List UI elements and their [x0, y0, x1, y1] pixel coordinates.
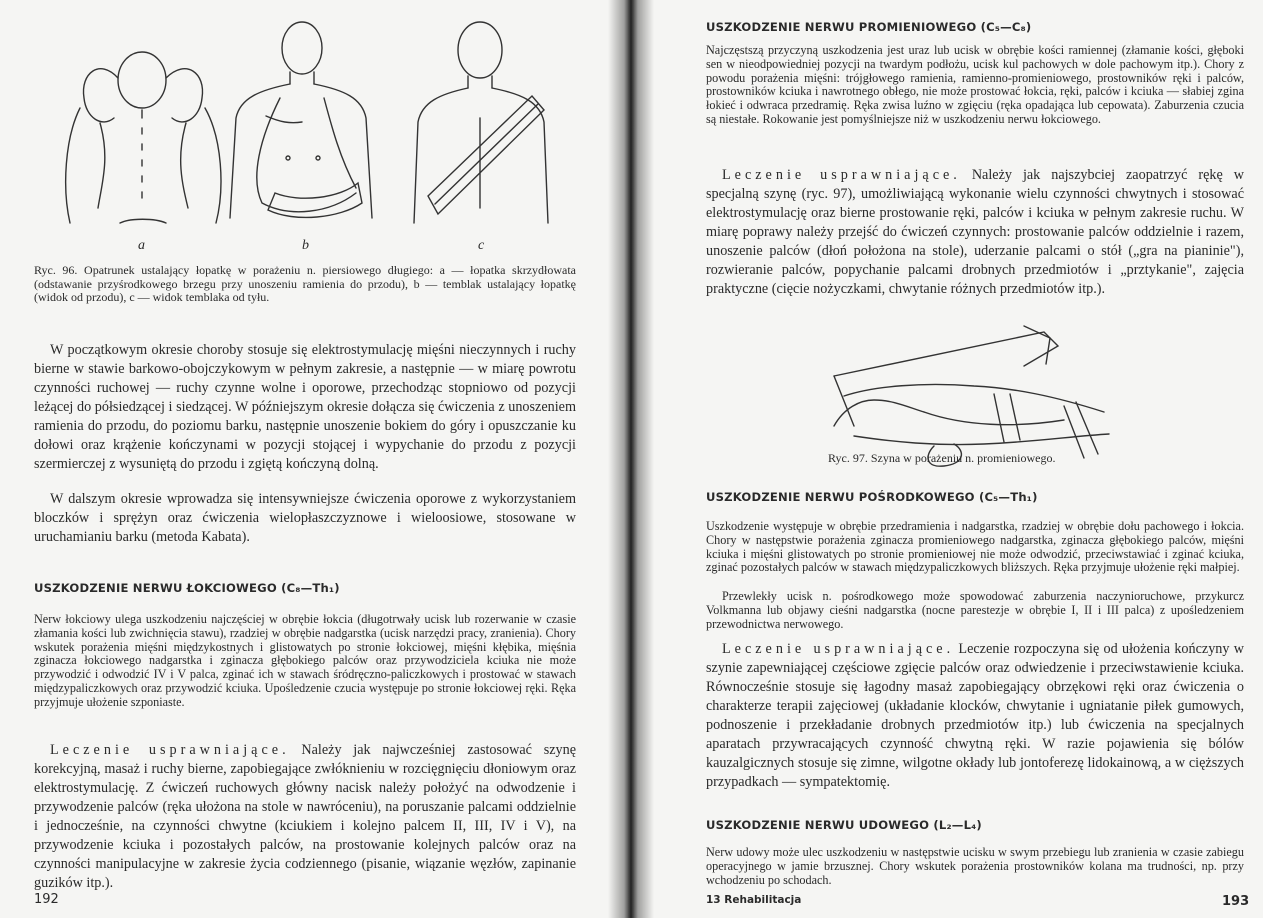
paragraph-later-period: W dalszym okresie wprowadza się intensywniejsze ćwiczenia oporowe z wykorzystaniem bloczków i sprężyn oraz ćwiczenia wielopłaszczyznowe i wieloosiowe, stosowane w uruchamianiu barku (metoda Kabata).	[34, 491, 576, 545]
median-nerve-chronic: Przewlekły ucisk n. pośrodkowego może spowodować zaburzenia naczynioruchowe, przykurcz Volkmanna lub objawy cieśni nadgarstka (nocne parestezje w obrębie I, II i III palca) z upośledzeniem przewodnictwa nerwowego.	[706, 589, 1244, 631]
heading-median-nerve: USZKODZENIE NERWU POŚRODKOWEGO (C₅—Th₁)	[706, 490, 1038, 504]
treatment-text: Leczenie rozpoczyna się od ułożenia kończyny w szynie zapewniającej częściowe zgięcie palców oraz odwiedzenie i przeciwstawienie kciuka. Równocześnie stosuje się łagodny masaż zapobiegający obrzękowi ręki oraz ćwiczenia o charakterze terapii zajęciowej (układanie klocków, chwytanie i ugniatanie piłek gumowych, podnoszenie i przekładanie drobnych przedmiotów itp.) lub ćwiczenia na specjalnych aparatach przywracających czynność chwytną ręki. W razie pojawienia się bólów kauzalgicznych stosuje się zimne, wilgotne okłady lub jontoferezę lidokainową, a w cięższych przypadkach — sympatektomię.	[706, 641, 1244, 790]
treatment-label: Leczenie usprawniające.	[722, 167, 961, 183]
figure-96c-drawing	[414, 22, 548, 223]
treatment-label: Leczenie usprawniające.	[722, 641, 955, 657]
radial-nerve-description: Najczęstszą przyczyną uszkodzenia jest uraz lub ucisk w obrębie kości ramiennej (złamanie kości, głęboki sen w nieodpowiedniej pozycji na twardym podłożu, ucisk kul pachowych w dole pachowym itp.). Chory z powodu porażenia mięśni: trójgłowego ramienia, ramienno-promieniowego, prostowników ręki i palców, prostowników kciuka i nawrotnego obłego, nie może prostować łokcia, ręki, palców i kciuka — słabiej zgina łokieć i odwraca przedramię. Ręka zwisa luźno w zgięciu (ręka opadająca lub cepowata). Zaburzenia czucia są niestałe. Rokowanie jest pomyślniejsze niż w uszkodzeniu nerwu łokciowego.	[706, 43, 1244, 126]
treatment-text: Należy jak najwcześniej zastosować szynę korekcyjną, masaż i ruchy bierne, zapobiegające zwłóknieniu w rozcięgnięciu dłoniowym oraz elektrostymulację. Z ćwiczeń ruchowych główny nacisk należy położyć na odwodzenie i przywodzenie palców (ręka ułożona na stole w nawróceniu), na poruszanie palcami oddzielnie i jednocześnie, na czynności chwytne (kciukiem i kolejno palcem II, III, IV i V), na przywodzenie kciuka i pozostałych palców, na prostowanie kolejnych palców oraz na czynności manipulacyjne w zakresie życia codziennego (pisanie, wiązanie węzłów, zapinanie guzików itp.).	[34, 742, 577, 891]
heading-radial-nerve: USZKODZENIE NERWU PROMIENIOWEGO (C₅—C₈)	[706, 20, 1032, 34]
right-page	[634, 0, 1263, 918]
figure-96-illustration	[40, 18, 588, 258]
ulnar-treatment-paragraph	[34, 741, 576, 893]
ulnar-nerve-description: Nerw łokciowy ulega uszkodzeniu najczęściej w obrębie łokcia (długotrwały ucisk lub rozerwanie w czasie złamania kości lub zwichnięcia stawu), rzadziej w obrębie nadgarstka (ucisk narzędzi pracy, zranienia). Chory wskutek porażenia mięśni międzykostnych i glistowatych po stronie łokciowej, mięśni kłębika, mięśnia zginacza łokciowego nadgarstka i zginacza głębokiego palców oraz przywodziciela kciuka nie może przywodzić i odwodzić IV i V palca, zginać ich w stawach śródręczno-paliczkowych i prostować w stawach międzypaliczkowych oraz przywodzić kciuka. Upośledzenie czucia występuje po stronie łokciowej ręki. Ręka przyjmuje ułożenie szponiaste.	[34, 612, 576, 709]
figure-96b-letter: b	[302, 238, 309, 253]
paragraph-early-period: W początkowym okresie choroby stosuje się elektrostymulację mięśni nieczynnych i ruchy bierne w stawie barkowo-obojczykowym w pełnym zakresie, a następnie — w miarę powrotu czynności ruchowej — ruchy czynne wolne i oporowe, przechodząc stopniowo od pozycji leżącej do półsiedzącej i siedzącej. W późniejszym okresie dołącza się ćwiczenia z unoszeniem ramienia do przodu, do poziomu barku, następnie unoszenie bokiem do góry i opuszczanie ku dołowi oraz krążenie kończynami w pozycji stojącej i wypychanie do przodu z pozycji szermierczej z wysuniętą do przodu i zgiętą kończyną dolną.	[34, 342, 576, 472]
figure-96a-drawing	[66, 52, 221, 223]
figure-97-caption: Ryc. 97. Szyna w porażeniu n. promieniowego.	[828, 451, 1056, 465]
radial-treatment-paragraph	[706, 166, 1244, 299]
page-number-right: 193	[1222, 894, 1250, 909]
median-treatment-paragraph	[706, 640, 1244, 792]
heading-ulnar-nerve: USZKODZENIE NERWU ŁOKCIOWEGO (C₈—Th₁)	[34, 581, 340, 595]
book-gutter-shadow	[608, 0, 654, 918]
heading-femoral-nerve: USZKODZENIE NERWU UDOWEGO (L₂—L₄)	[706, 818, 982, 832]
treatment-text: Należy jak najszybciej zaopatrzyć rękę w specjalną szynę (ryc. 97), umożliwiającą wykonanie wielu czynności chwytnych i stosować elektrostymulację oraz bierne prostowanie ręki, palców i kciuka w pełnym zakresie ruchu. W miarę poprawy należy przejść do ćwiczeń czynnych: prostowanie palców oddzielnie i razem, unoszenie palców (dłoń położona na stole), uderzanie palcami o stół („gra na pianinie"), rozwieranie palców, popychanie palcami drobnych przedmiotów i „prztykanie", zajęcia praktyczne (cięcie nożyczkami, chwytanie różnych przedmiotów itp.).	[706, 167, 1245, 297]
footer-label: 13 Rehabilitacja	[706, 894, 802, 906]
treatment-label: Leczenie usprawniające.	[50, 742, 290, 758]
figure-96b-drawing	[230, 22, 372, 218]
left-page	[0, 0, 628, 918]
figure-96a-letter: a	[138, 238, 145, 253]
femoral-nerve-description: Nerw udowy może ulec uszkodzeniu w następstwie ucisku w swym przebiegu lub zranienia w czasie zabiegu operacyjnego w jamie brzusznej. Chory wskutek porażenia prostowników kolana ma trudności, np. przy wchodzeniu po schodach.	[706, 845, 1244, 887]
figure-96-caption: Ryc. 96. Opatrunek ustalający łopatkę w porażeniu n. piersiowego długiego: a — łopatka skrzydłowata (odstawanie przyśrodkowego brzegu przy unoszeniu ramienia do przodu), b — temblak ustalający łopatkę (widok od przodu), c — widok temblaka od tyłu.	[34, 263, 576, 304]
page-number-left: 192	[34, 892, 59, 907]
figure-96c-letter: c	[478, 238, 485, 253]
median-nerve-description: Uszkodzenie występuje w obrębie przedramienia i nadgarstka, rzadziej w obrębie dołu pachowego i łokcia. Chory w następstwie porażenia zginacza promieniowego nadgarstka, zginacza głębokiego palców, mięśni kciuka i mięśni glistowatych po stronie promieniowej nie może odwodzić, przeciwstawiać i zginać kciuka, zginać pozostałych palców w stawach międzypaliczkowych bliższych. Ręka przyjmuje ułożenie ręki małpiej.	[706, 519, 1244, 575]
